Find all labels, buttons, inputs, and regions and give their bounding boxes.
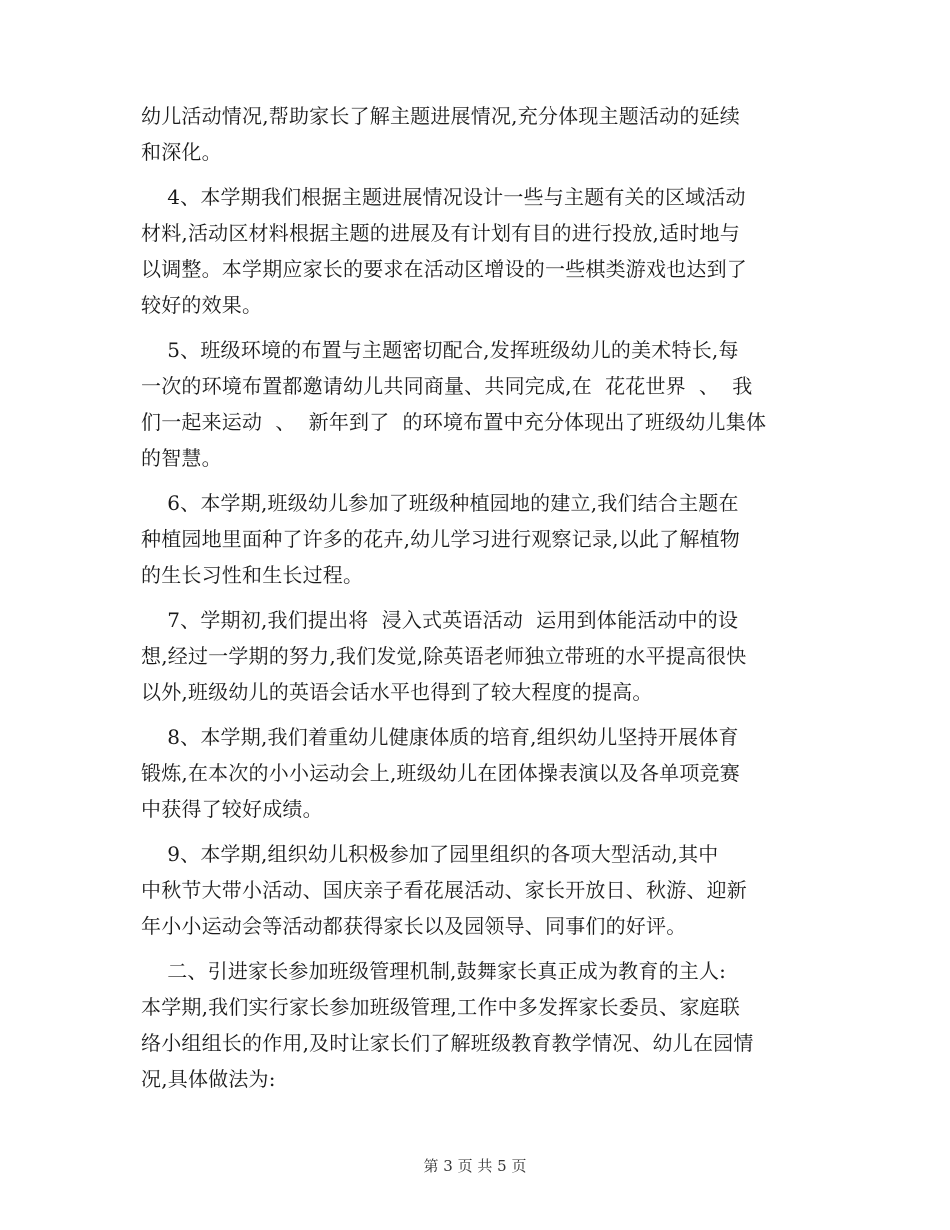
text-line: 种植园地里面种了许多的花卉,幼儿学习进行观察记录,以此了解植物 <box>141 527 740 551</box>
text-line: 年小小运动会等活动都获得家长以及园领导、同事们的好评。 <box>141 914 687 938</box>
text-line: 二、引进家长参加班级管理机制,鼓舞家长真正成为教育的主人: <box>141 959 727 983</box>
text-line: 的智慧。 <box>141 446 222 470</box>
text-line: 和深化。 <box>141 140 222 164</box>
paragraph <box>141 836 811 944</box>
paragraph-gap <box>141 476 811 485</box>
text-line: 6、本学期,班级幼儿参加了班级种植园地的建立,我们结合主题在 <box>141 491 739 515</box>
paragraph <box>141 332 811 476</box>
paragraph-gap <box>141 827 811 836</box>
paragraph-gap <box>141 170 811 179</box>
paragraph-gap <box>141 593 811 602</box>
page-footer: 第 3 页 共 5 页 <box>423 1157 527 1175</box>
text-line: 的生长习性和生长过程。 <box>141 563 364 587</box>
paragraph-gap <box>141 323 811 332</box>
text-line: 中秋节大带小活动、国庆亲子看花展活动、家长开放日、秋游、迎新 <box>141 878 747 902</box>
text-line: 材料,活动区材料根据主题的进展及有计划有目的进行投放,适时地与 <box>141 221 740 245</box>
paragraph <box>141 98 811 170</box>
text-line: 8、本学期,我们着重幼儿健康体质的培育,组织幼儿坚持开展体育 <box>141 725 739 749</box>
paragraph <box>141 602 811 710</box>
text-line: 况,具体做法为: <box>141 1067 276 1091</box>
text-line: 络小组组长的作用,及时让家长们了解班级教育教学情况、幼儿在园情 <box>141 1031 754 1055</box>
paragraph <box>141 953 811 1097</box>
paragraph-gap <box>141 944 811 953</box>
text-line: 较好的效果。 <box>141 293 263 317</box>
paragraph <box>141 485 811 593</box>
text-line: 本学期,我们实行家长参加班级管理,工作中多发挥家长委员、家庭联 <box>141 995 740 1019</box>
text-line: 以调整。本学期应家长的要求在活动区增设的一些棋类游戏也达到了 <box>141 257 747 281</box>
text-line: 以外,班级幼儿的英语会话水平也得到了较大程度的提高。 <box>141 680 653 704</box>
text-line: 9、本学期,组织幼儿积极参加了园里组织的各项大型活动,其中 <box>141 842 719 866</box>
paragraph <box>141 179 811 323</box>
text-line: 5、班级环境的布置与主题密切配合,发挥班级幼儿的美术特长,每 <box>141 338 739 362</box>
text-line: 们一起来运动 、 新年到了 的环境布置中充分体现出了班级幼儿集体 <box>141 410 767 434</box>
text-line: 7、学期初,我们提出将 浸入式英语活动 运用到体能活动中的设 <box>141 608 739 632</box>
paragraph-gap <box>141 710 811 719</box>
text-line: 一次的环境布置都邀请幼儿共同商量、共同完成,在 花花世界 、 我 <box>141 374 753 398</box>
text-line: 幼儿活动情况,帮助家长了解主题进展情况,充分体现主题活动的延续 <box>141 104 740 128</box>
text-line: 中获得了较好成绩。 <box>141 797 323 821</box>
text-line: 想,经过一学期的努力,我们发觉,除英语老师独立带班的水平提高很快 <box>141 644 747 668</box>
text-line: 锻炼,在本次的小小运动会上,班级幼儿在团体操表演以及各单项竞赛 <box>141 761 740 785</box>
paragraph <box>141 719 811 827</box>
document-body <box>141 98 811 1097</box>
text-line: 4、本学期我们根据主题进展情况设计一些与主题有关的区域活动 <box>141 185 746 209</box>
